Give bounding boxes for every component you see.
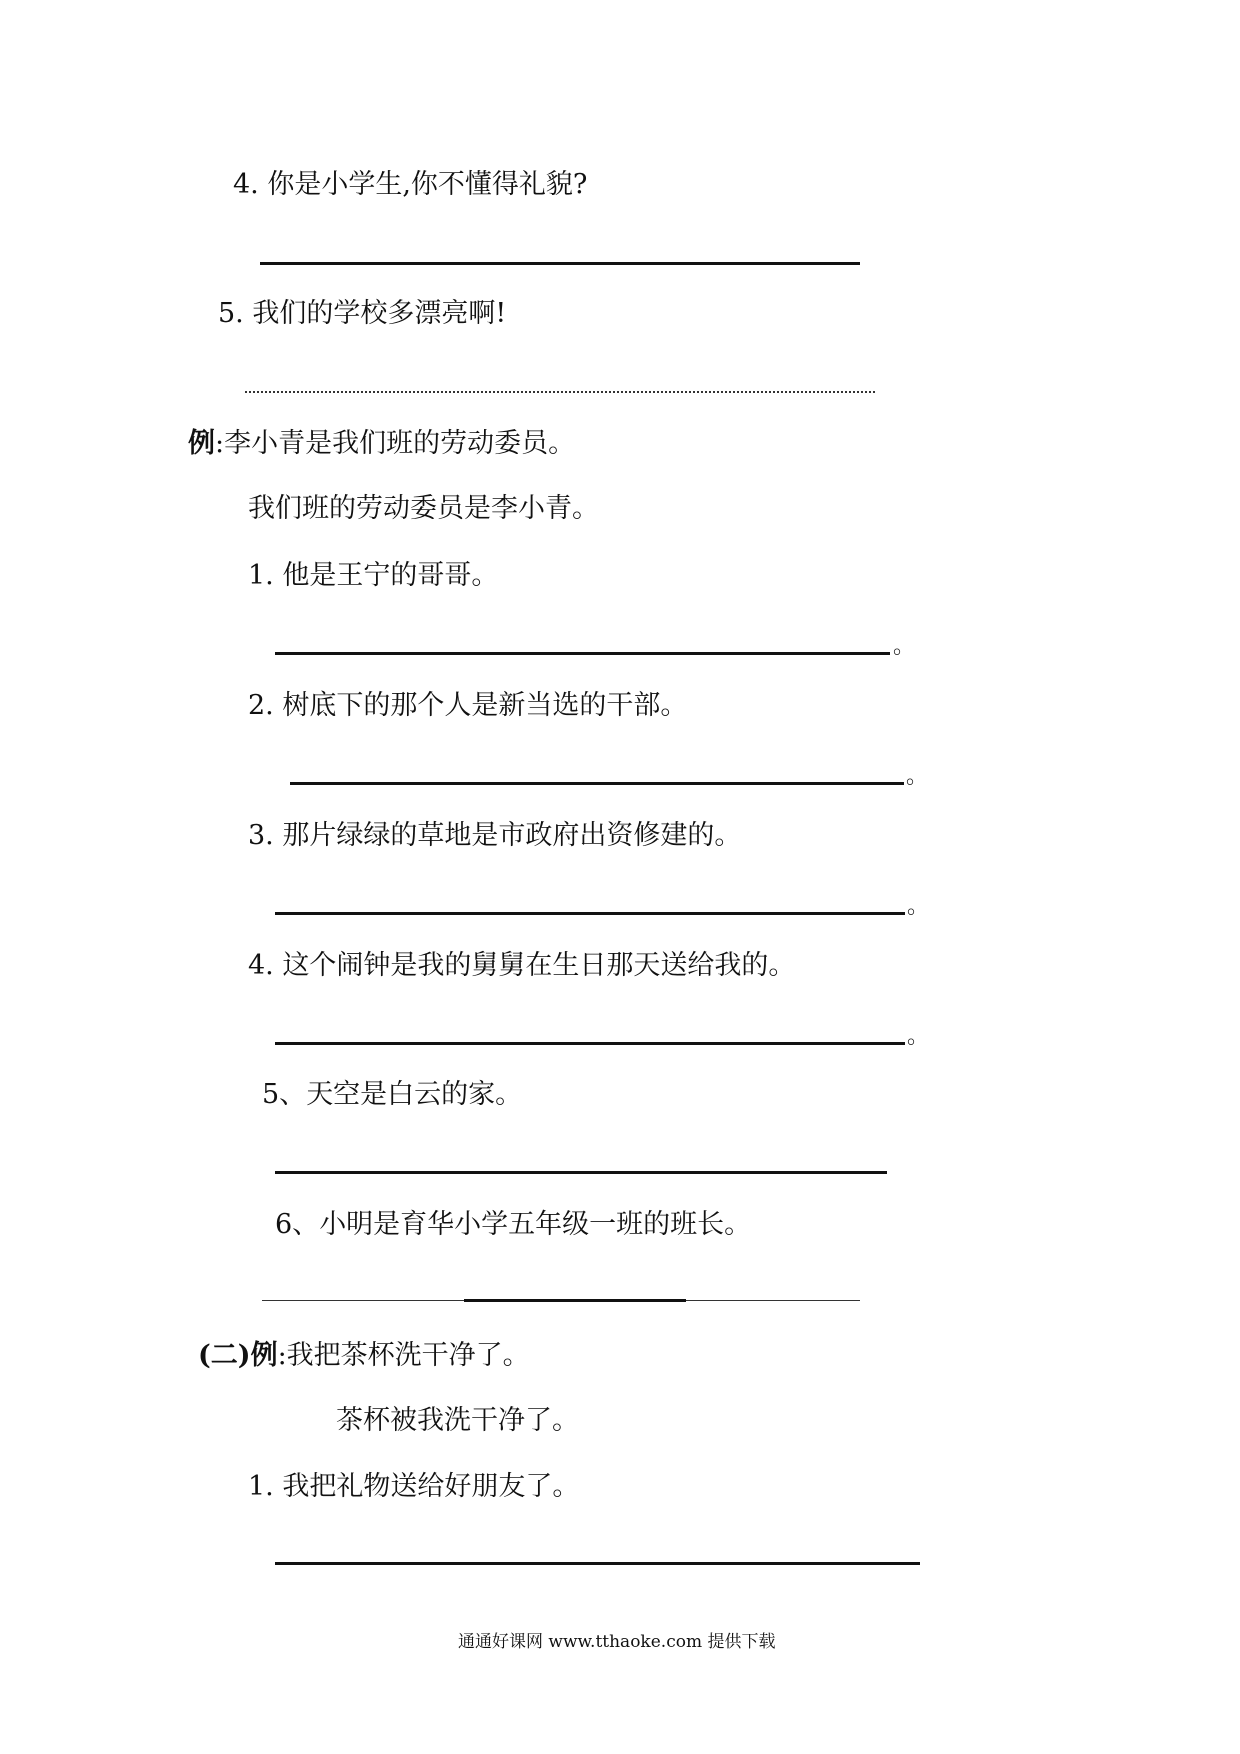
example-original: 我把茶杯洗干净了。 xyxy=(286,1340,530,1371)
exercise-4 xyxy=(248,952,795,979)
exercise-number: 2. xyxy=(248,690,274,721)
exercise-text: 小明是育华小学五年级一班的班长。 xyxy=(319,1209,752,1240)
footer-credit: 通通好课网 www.tthaoke.com 提供下载 xyxy=(458,1632,776,1652)
answer-line[interactable] xyxy=(245,391,875,393)
exercise-number: 3. xyxy=(248,820,274,851)
exercise-number: 4. xyxy=(248,950,274,981)
exercise-number: 6、 xyxy=(275,1209,320,1240)
exercise-text: 我把礼物送给好朋友了。 xyxy=(282,1471,580,1502)
exercise-6 xyxy=(275,1211,751,1238)
answer-line[interactable] xyxy=(275,912,905,915)
answer-line[interactable] xyxy=(275,652,890,655)
example-label: 例 xyxy=(250,1340,278,1371)
line-end-period: 。 xyxy=(907,1024,930,1049)
answer-line[interactable] xyxy=(275,1171,887,1174)
section-heading: (二) xyxy=(198,1340,251,1371)
exercise-text: 他是王宁的哥哥。 xyxy=(282,560,499,591)
example-1-rewritten: 我们班的劳动委员是李小青。 xyxy=(248,493,599,524)
example-label: 例 xyxy=(188,428,215,459)
exercise-text: 这个闹钟是我的舅舅在生日那天送给我的。 xyxy=(282,950,796,981)
exercise-text: 天空是白云的家。 xyxy=(306,1079,523,1110)
example-colon: : xyxy=(277,1340,287,1371)
answer-line[interactable] xyxy=(260,262,860,265)
exercise-2 xyxy=(248,692,687,719)
exercise-text: 那片绿绿的草地是市政府出资修建的。 xyxy=(282,820,742,851)
section-2-exercise-1 xyxy=(248,1473,579,1500)
exercise-number: 1. xyxy=(248,560,274,591)
section-2-example xyxy=(198,1342,530,1369)
exercise-5 xyxy=(262,1081,522,1108)
answer-line[interactable] xyxy=(275,1562,920,1565)
exercise-number: 5、 xyxy=(262,1079,307,1110)
line-end-period: 。 xyxy=(906,764,929,789)
exercise-3 xyxy=(248,822,741,849)
exercise-text: 树底下的那个人是新当选的干部。 xyxy=(282,690,688,721)
answer-line-middle[interactable] xyxy=(464,1299,686,1302)
section-2-rewritten: 茶杯被我洗干净了。 xyxy=(336,1405,579,1436)
exercise-1 xyxy=(248,562,498,589)
example-original: 李小青是我们班的劳动委员。 xyxy=(224,428,576,459)
question-4: 4. 你是小学生,你不懂得礼貌? xyxy=(233,169,588,200)
example-1 xyxy=(188,430,575,457)
line-end-period: 。 xyxy=(893,634,916,659)
line-end-period: 。 xyxy=(907,894,930,919)
question-5: 5. 我们的学校多漂亮啊! xyxy=(218,298,507,329)
exercise-number: 1. xyxy=(248,1471,274,1502)
answer-line[interactable] xyxy=(290,782,904,785)
answer-line-right[interactable] xyxy=(686,1300,860,1301)
answer-line-left[interactable] xyxy=(262,1300,464,1301)
answer-line[interactable] xyxy=(275,1042,905,1045)
example-colon: : xyxy=(215,428,225,459)
